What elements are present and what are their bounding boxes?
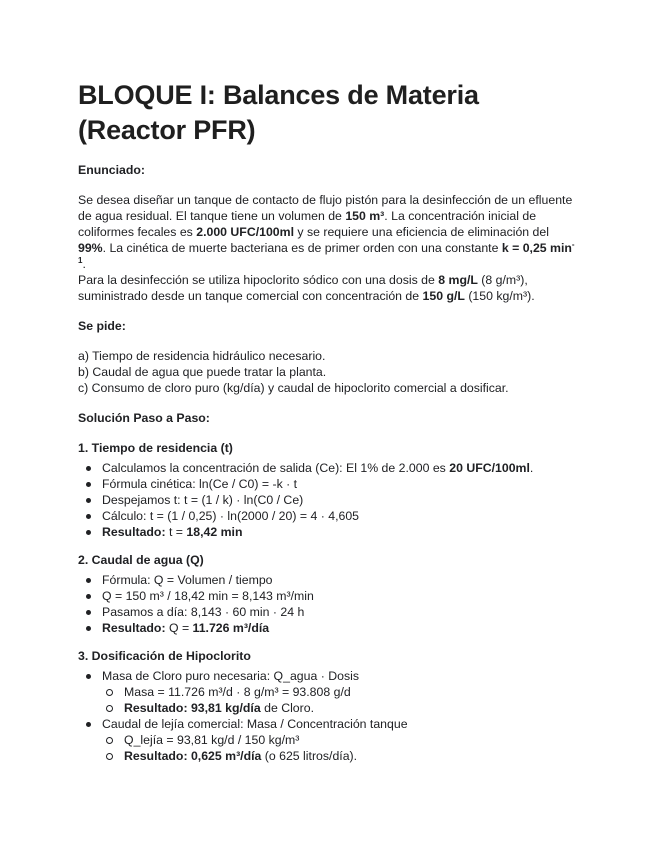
text-run: . La cinética de muerte bacteriana es de primer orden con una constante — [102, 241, 502, 255]
sub-list — [102, 684, 578, 716]
sub-list — [102, 732, 578, 764]
sub-list-item: Resultado: 93,81 kg/día de Cloro. — [78, 700, 578, 716]
list-item: Despejamos t: t = (1 / k) · ln(C0 / Ce) — [78, 492, 578, 508]
text-run: . — [82, 257, 86, 271]
list-item: Q = 150 m³ / 18,42 min = 8,143 m³/min — [78, 588, 578, 604]
efficiency-value: 99% — [78, 241, 103, 255]
text-run: (8 g/m³), suministrado desde un tanque comercial con concentración de — [78, 273, 528, 303]
sub-list-item: Q_lejía = 93,81 kg/d / 150 kg/m³ — [78, 732, 578, 748]
section-heading: 1. Tiempo de residencia (t) — [78, 441, 233, 455]
list-item: Fórmula cinética: ln(Ce / C0) = -k · t — [78, 476, 578, 492]
sub-list-item: Resultado: 0,625 m³/día (o 625 litros/día). — [78, 748, 578, 764]
list-item: Resultado: t = 18,42 min — [78, 524, 578, 540]
enunciado-label: Enunciado: — [78, 163, 145, 177]
commercial-concentration-value: 150 g/L — [422, 289, 465, 303]
list-item: Cálculo: t = (1 / 0,25) · ln(2000 / 20) = 4 · 4,605 — [78, 508, 578, 524]
se-pide-list — [78, 348, 578, 396]
section-2-list — [78, 572, 578, 636]
list-item: Caudal de lejía comercial: Masa / Concentración tanque Q_lejía = 93,81 kg/d / 150 kg/m³ Resultado: 0,625 m³/día (o 625 litros/día). — [78, 716, 578, 764]
section-3-list — [78, 668, 578, 764]
list-item: Calculamos la concentración de salida (Ce): El 1% de 2.000 es 20 UFC/100ml. — [78, 460, 578, 476]
section-heading: 2. Caudal de agua (Q) — [78, 553, 204, 567]
list-item: Resultado: Q = 11.726 m³/día — [78, 620, 578, 636]
text-run: (150 kg/m³). — [464, 289, 535, 303]
list-item: Fórmula: Q = Volumen / tiempo — [78, 572, 578, 588]
sub-list-item: Masa = 11.726 m³/d · 8 g/m³ = 93.808 g/d — [78, 684, 578, 700]
document-title: BLOQUE I: Balances de Materia (Reactor PFR) — [78, 80, 479, 145]
se-pide-item: b) Caudal de agua que puede tratar la planta. — [78, 365, 327, 379]
section-heading: 3. Dosificación de Hipoclorito — [78, 649, 251, 663]
list-item: Masa de Cloro puro necesaria: Q_agua · Dosis Masa = 11.726 m³/d · 8 g/m³ = 93.808 g/d Resultado: 93,81 kg/día de Cloro. — [78, 668, 578, 716]
dose-value: 8 mg/L — [438, 273, 478, 287]
text-run: Se desea diseñar un tanque de contacto de flujo pistón para la desinfección de un efluente de agua residual. El tanque tiene un volumen de — [78, 193, 573, 223]
enunciado-paragraph — [78, 192, 578, 304]
list-item: Pasamos a día: 8,143 · 60 min · 24 h — [78, 604, 578, 620]
se-pide-item: c) Consumo de cloro puro (kg/día) y caudal de hipoclorito comercial a dosificar. — [78, 381, 509, 395]
text-run: Para la desinfección se utiliza hipoclorito sódico con una dosis de — [78, 273, 439, 287]
section-1-list — [78, 460, 578, 540]
document-page — [78, 78, 578, 764]
rate-constant-value: k = 0,25 $\min^{-1}$ — [78, 239, 575, 265]
solucion-label: Solución Paso a Paso: — [78, 411, 210, 425]
text-run: y se requiere una eficiencia de eliminación del — [293, 225, 549, 239]
volume-value: 150 m³ — [345, 209, 385, 223]
initial-concentration-value: 2.000 UFC/100ml — [196, 225, 294, 239]
se-pide-item: a) Tiempo de residencia hidráulico necesario. — [78, 349, 326, 363]
se-pide-label: Se pide: — [78, 319, 126, 333]
text-run: . La concentración inicial de coliformes fecales es — [78, 209, 537, 239]
